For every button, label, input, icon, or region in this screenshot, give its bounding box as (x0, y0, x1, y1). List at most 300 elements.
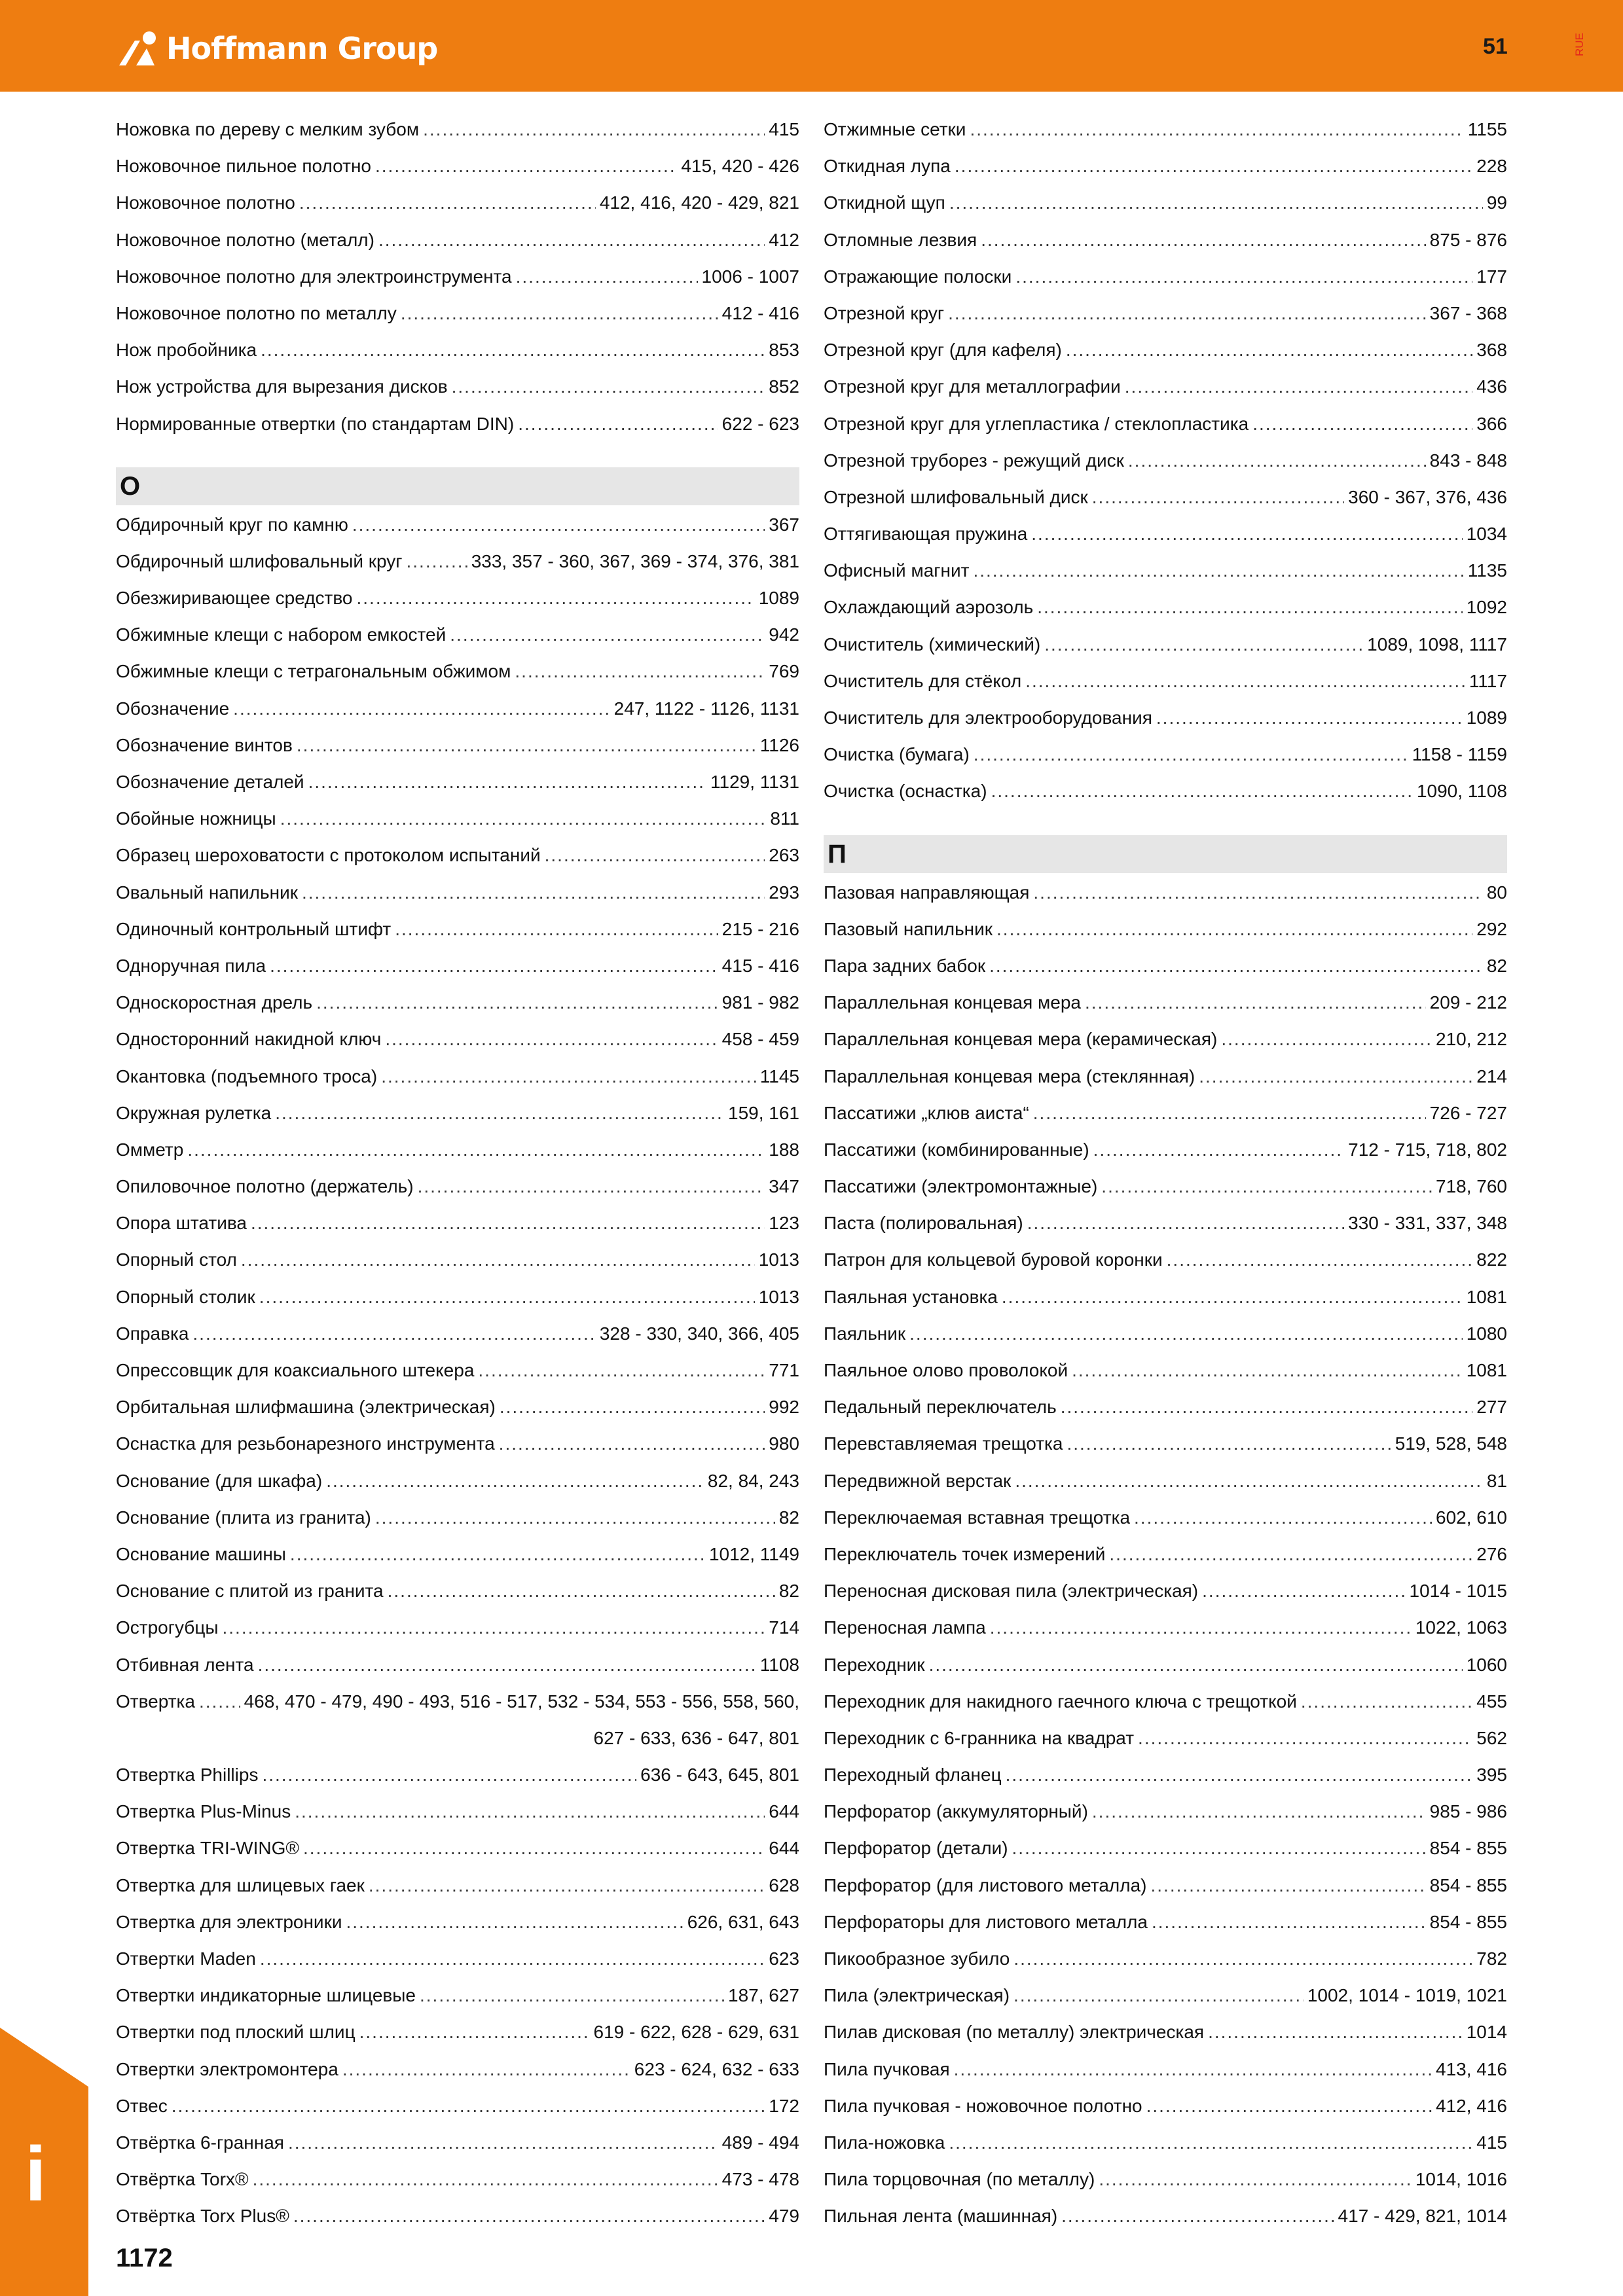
entry-pages: 980 (769, 1433, 799, 1454)
dot-leader (308, 764, 706, 800)
dot-leader (401, 295, 718, 332)
entry-pages: 330 - 331, 337, 348 (1348, 1213, 1507, 1234)
entry-term: Опиловочное полотно (держатель) (116, 1176, 414, 1197)
index-entry (824, 222, 1507, 259)
entry-term: Окружная рулетка (116, 1102, 272, 1123)
dot-leader (929, 1647, 1463, 1683)
index-entry (824, 984, 1507, 1021)
entry-pages: 458 - 459 (721, 1029, 799, 1050)
entry-term: Отжимные сетки (824, 119, 966, 139)
entry-term: Переходник для накидного гаечного ключа с трещоткой (824, 1691, 1297, 1712)
entry-pages: 395 (1476, 1765, 1507, 1785)
dot-leader (948, 295, 1426, 332)
index-entry (824, 259, 1507, 295)
entry-term: Перфораторы для листового металла (824, 1911, 1148, 1932)
index-entry (116, 691, 799, 727)
index-entry (824, 1977, 1507, 2014)
entry-term: Овальный напильник (116, 882, 298, 903)
dot-leader (970, 111, 1463, 148)
index-entry (824, 1647, 1507, 1683)
entry-pages: 1080 (1466, 1323, 1507, 1344)
entry-pages: 718, 760 (1436, 1176, 1507, 1197)
entry-pages: 328 - 330, 340, 366, 405 (599, 1323, 799, 1344)
hoffmann-logo-icon (117, 29, 160, 68)
dot-leader (241, 1242, 755, 1278)
entry-term: Очистка (бумага) (824, 744, 970, 765)
dot-leader (369, 1867, 765, 1904)
entry-term: Пара задних бабок (824, 955, 986, 976)
entry-pages: 412, 416 (1436, 2095, 1507, 2116)
dot-leader (172, 2088, 765, 2125)
index-entry (116, 1426, 799, 1462)
entry-term: Основание (для шкафа) (116, 1470, 323, 1491)
dot-leader (1015, 1463, 1483, 1499)
index-entry (824, 295, 1507, 332)
entry-term: Обозначение (116, 698, 230, 719)
entry-term: Оснастка для резьбонарезного инструмента (116, 1433, 495, 1454)
index-entry (824, 2125, 1507, 2161)
entry-term: Обозначение винтов (116, 734, 293, 755)
entry-term: Нормированные отвертки (по стандартам DIN) (116, 413, 515, 434)
entry-term: Односторонний накидной ключ (116, 1029, 382, 1050)
entry-pages: 628 (769, 1874, 799, 1895)
index-entry (116, 1647, 799, 1683)
entry-term: Пила пучковая - ножовочное полотно (824, 2095, 1142, 2116)
dot-leader (1085, 984, 1426, 1021)
entry-term: Ножовочное полотно для электроинструмента (116, 266, 512, 287)
index-entry (824, 736, 1507, 773)
dot-leader (233, 691, 610, 727)
entry-term: Отвертки под плоский шлиц (116, 2022, 356, 2043)
entry-pages: 1092 (1466, 597, 1507, 618)
entry-term: Отвёртка 6-гранная (116, 2132, 284, 2153)
index-entry (824, 663, 1507, 700)
index-entry (824, 1757, 1507, 1793)
dot-leader (258, 1647, 756, 1683)
index-entry (824, 406, 1507, 442)
index-entry (824, 1316, 1507, 1352)
entry-pages: 875 - 876 (1429, 229, 1507, 250)
dot-leader (1202, 1573, 1405, 1609)
entry-pages: 811 (770, 808, 799, 829)
dot-leader (981, 222, 1425, 259)
index-entry (116, 1573, 799, 1609)
index-entry (116, 1352, 799, 1389)
entry-pages: 623 (769, 1948, 799, 1969)
entry-pages: 1158 - 1159 (1412, 744, 1507, 765)
entry-term: Очистка (оснастка) (824, 781, 987, 802)
index-entry (116, 2125, 799, 2161)
entry-pages: 214 (1476, 1066, 1507, 1086)
entry-pages: 1155 (1467, 119, 1507, 139)
dot-leader (1301, 1683, 1472, 1720)
index-entry (116, 764, 799, 800)
entry-pages: 209 - 212 (1429, 992, 1507, 1013)
index-entry (824, 1352, 1507, 1389)
entry-term: Переходный фланец (824, 1765, 1002, 1785)
entry-pages: 1060 (1466, 1654, 1507, 1675)
entry-term: Отломные лезвия (824, 229, 977, 250)
index-entry (116, 1242, 799, 1278)
entry-pages: 188 (769, 1139, 799, 1160)
entry-term: Обезжиривающее средство (116, 588, 353, 609)
entry-pages: 82 (778, 1581, 799, 1602)
dot-leader (500, 1389, 765, 1426)
entry-term: Отрезной круг (824, 302, 945, 323)
dot-leader (949, 185, 1483, 221)
index-column-left (116, 111, 799, 2235)
entry-pages: 985 - 986 (1429, 1801, 1507, 1822)
entry-term: Отвертки индикаторные шлицевые (116, 1985, 416, 2006)
index-entry (116, 1793, 799, 1830)
index-entry (116, 800, 799, 837)
index-entry (824, 1941, 1507, 1977)
index-entry (824, 185, 1507, 221)
index-entry (116, 543, 799, 580)
entry-pages: 413, 416 (1436, 2058, 1507, 2079)
index-entry (824, 442, 1507, 479)
dot-leader (478, 1352, 765, 1389)
dot-leader (302, 874, 765, 911)
entry-list (116, 111, 799, 442)
entry-term: Переносная лампа (824, 1617, 986, 1638)
entry-term: Откидная лупа (824, 156, 951, 177)
dot-leader (187, 1132, 765, 1168)
entry-pages: 263 (769, 845, 799, 866)
entry-pages: 210, 212 (1436, 1029, 1507, 1050)
dot-leader (1061, 1389, 1473, 1426)
index-entry (824, 1499, 1507, 1536)
entry-term: Переносная дисковая пила (электрическая) (824, 1581, 1199, 1602)
entry-pages: 726 - 727 (1429, 1102, 1507, 1123)
entry-term: Отвёртка Torx Plus® (116, 2206, 289, 2227)
entry-pages: 177 (1476, 266, 1507, 287)
entry-pages: 215 - 216 (721, 918, 799, 939)
entry-term: Ножовочное полотно (116, 192, 295, 213)
dot-leader (1061, 2198, 1334, 2234)
dot-leader (222, 1609, 765, 1646)
entry-term: Обжимные клещи с тетрагональным обжимом (116, 661, 511, 682)
dot-leader (1033, 1095, 1426, 1132)
entry-pages: 992 (769, 1397, 799, 1418)
dot-leader (259, 1279, 755, 1316)
dot-leader (1012, 1830, 1426, 1867)
entry-term: Обозначение деталей (116, 772, 304, 792)
entry-pages: 1022, 1063 (1415, 1617, 1507, 1638)
entry-pages: 852 (769, 376, 799, 397)
index-entry (116, 580, 799, 617)
entry-term: Отвертка Plus-Minus (116, 1801, 291, 1822)
entry-pages: 489 - 494 (721, 2132, 799, 2153)
entry-term: Отвёртка Torx® (116, 2169, 249, 2190)
entry-pages: 644 (769, 1838, 799, 1859)
dot-leader (955, 148, 1472, 185)
entry-term: Односкоростная дрель (116, 992, 313, 1013)
dot-leader (395, 911, 718, 948)
entry-pages: 519, 528, 548 (1395, 1433, 1507, 1454)
entry-pages: 1089, 1098, 1117 (1367, 634, 1507, 655)
dot-leader (1025, 663, 1465, 700)
dot-leader (342, 2051, 630, 2088)
entry-term: Пазовая направляющая (824, 882, 1030, 903)
entry-pages: 417 - 429, 821, 1014 (1338, 2206, 1507, 2227)
entry-pages: 623 - 624, 632 - 633 (634, 2058, 799, 2079)
dot-leader (346, 1904, 683, 1941)
entry-list (116, 507, 799, 2235)
entry-pages: 843 - 848 (1429, 450, 1507, 471)
dot-leader (299, 185, 596, 221)
entry-term: Отвертка TRI-WING® (116, 1838, 299, 1859)
index-entry (116, 259, 799, 295)
index-entry (824, 2051, 1507, 2088)
dot-leader (996, 911, 1472, 948)
dot-leader (1027, 1205, 1344, 1242)
entry-pages: 415, 420 - 426 (681, 156, 799, 177)
entry-pages: 347 (769, 1176, 799, 1197)
entry-term: Передвижной верстак (824, 1470, 1012, 1491)
index-entry (824, 2014, 1507, 2051)
entry-pages: 854 - 855 (1429, 1911, 1507, 1932)
dot-leader (290, 1536, 705, 1573)
entry-term: Патрон для кольцевой буровой коронки (824, 1249, 1163, 1270)
index-entry (116, 2088, 799, 2125)
dot-leader (1128, 442, 1426, 479)
dot-leader (375, 1499, 775, 1536)
entry-pages: 822 (1476, 1249, 1507, 1270)
dot-leader (1099, 2161, 1412, 2198)
entry-term: Основание (плита из гранита) (116, 1507, 371, 1528)
index-entry (824, 1168, 1507, 1205)
dot-leader (974, 736, 1408, 773)
index-entry (116, 148, 799, 185)
dot-leader (1199, 1058, 1472, 1095)
dot-leader (388, 1573, 775, 1609)
index-entry (824, 552, 1507, 589)
entry-term: Перевставляемая трещотка (824, 1433, 1063, 1454)
entry-term: Переключаемая вставная трещотка (824, 1507, 1131, 1528)
index-entry (824, 1683, 1507, 1720)
entry-term: Обойные ножницы (116, 808, 276, 829)
dot-leader (1092, 1793, 1426, 1830)
entry-pages: 1081 (1466, 1286, 1507, 1307)
section-letter-o: О (116, 467, 799, 505)
entry-term: Ножовочное пильное полотно (116, 156, 371, 177)
entry-pages: 562 (1476, 1727, 1507, 1748)
entry-term: Переходник с 6-гранника на квадрат (824, 1727, 1135, 1748)
entry-term: Отражающие полоски (824, 266, 1012, 287)
entry-term: Отрезной шлифовальный диск (824, 486, 1088, 507)
entry-pages: 367 - 368 (1429, 302, 1507, 323)
entry-term: Пассатижи (электромонтажные) (824, 1176, 1098, 1197)
entry-pages: 99 (1486, 192, 1507, 213)
index-entry (116, 2051, 799, 2088)
index-entry (824, 1609, 1507, 1646)
index-entry (116, 185, 799, 221)
index-entry (116, 1609, 799, 1646)
entry-term: Пассатижи (комбинированные) (824, 1139, 1089, 1160)
entry-term: Основание машины (116, 1543, 286, 1564)
entry-pages: 81 (1486, 1470, 1507, 1491)
index-entry (824, 1279, 1507, 1316)
entry-pages: 436 (1476, 376, 1507, 397)
dot-leader (288, 2125, 718, 2161)
entry-term: Одиночный контрольный штифт (116, 918, 392, 939)
entry-term: Пассатижи „клюв аиста“ (824, 1102, 1029, 1123)
entry-term: Отвертка Phillips (116, 1765, 259, 1785)
entry-term: Пильная лента (машинная) (824, 2206, 1058, 2227)
entry-pages: 619 - 622, 628 - 629, 631 (593, 2022, 799, 2043)
index-entry (824, 148, 1507, 185)
entry-pages: 1002, 1014 - 1019, 1021 (1307, 1985, 1507, 2006)
entry-pages: 644 (769, 1801, 799, 1822)
index-entry (824, 626, 1507, 663)
dot-leader (1156, 700, 1463, 736)
index-entry (824, 1021, 1507, 1058)
index-entry (824, 1536, 1507, 1573)
entry-pages: 1126 (759, 734, 799, 755)
index-entry (824, 1242, 1507, 1278)
entry-pages: 293 (769, 882, 799, 903)
dot-leader (280, 800, 767, 837)
entry-pages: 1014 - 1015 (1409, 1581, 1507, 1602)
index-entry (116, 295, 799, 332)
entry-pages: 1006 - 1007 (701, 266, 799, 287)
dot-leader (450, 617, 765, 653)
dot-leader (251, 1205, 765, 1242)
index-entry (824, 589, 1507, 626)
index-entry (116, 1830, 799, 1867)
index-entry (824, 516, 1507, 552)
dot-leader (297, 727, 756, 764)
dot-leader (261, 332, 765, 368)
entry-pages: 712 - 715, 718, 802 (1348, 1139, 1507, 1160)
index-entry (116, 1168, 799, 1205)
entry-term: Параллельная концевая мера (стеклянная) (824, 1066, 1195, 1086)
dot-leader (303, 1830, 765, 1867)
dot-leader (295, 1793, 765, 1830)
section-letter-p: П (824, 835, 1507, 873)
entry-list (824, 111, 1507, 810)
entry-term: Отбивная лента (116, 1654, 254, 1675)
index-entry (116, 1977, 799, 2014)
entry-term: Очиститель для стёкол (824, 670, 1022, 691)
entry-pages: 1081 (1466, 1360, 1507, 1380)
entry-term: Опрессовщик для коаксиального штекера (116, 1360, 475, 1380)
dot-leader (452, 368, 765, 405)
index-entry (116, 1389, 799, 1426)
dot-leader (1037, 589, 1462, 626)
entry-pages: 123 (769, 1213, 799, 1234)
dot-leader (1092, 479, 1344, 516)
entry-term: Пазовый напильник (824, 918, 993, 939)
dot-leader (1101, 1168, 1432, 1205)
index-entry (116, 1536, 799, 1573)
entry-pages: 276 (1476, 1543, 1507, 1564)
index-entry (116, 1463, 799, 1499)
entry-pages: 942 (769, 624, 799, 645)
entry-pages: 468, 470 - 479, 490 - 493, 516 - 517, 532 - 534, 553 - 556, 558, 560, (244, 1691, 799, 1712)
index-entry (116, 948, 799, 984)
entry-pages: 412 (769, 229, 799, 250)
dot-leader (270, 948, 718, 984)
dot-leader (1152, 1904, 1426, 1941)
index-entry (116, 837, 799, 874)
index-entry (116, 368, 799, 405)
page-number-top: 51 (1483, 34, 1508, 59)
entry-term: Офисный магнит (824, 560, 970, 581)
entry-term: Ножовочное полотно по металлу (116, 302, 397, 323)
entry-term: Ножовочное полотно (металл) (116, 229, 374, 250)
index-entry (824, 773, 1507, 810)
dot-leader (515, 653, 765, 690)
entry-term: Перфоратор (для листового металла) (824, 1874, 1147, 1895)
entry-term: Отвес (116, 2095, 168, 2116)
index-entry (824, 2088, 1507, 2125)
index-entry (824, 1095, 1507, 1132)
index-entry (116, 727, 799, 764)
index-entry (824, 1830, 1507, 1867)
index-entry (824, 911, 1507, 948)
dot-leader (381, 1058, 756, 1095)
dot-leader (949, 2125, 1472, 2161)
entry-term: Ножовка по дереву с мелким зубом (116, 119, 420, 139)
entry-term: Параллельная концевая мера (824, 992, 1081, 1013)
dot-leader (293, 2198, 765, 2234)
entry-term: Пикообразное зубило (824, 1948, 1010, 1969)
brand-logo[interactable] (117, 29, 437, 68)
entry-pages: 771 (769, 1360, 799, 1380)
entry-pages: 714 (769, 1617, 799, 1638)
index-entry (116, 1757, 799, 1793)
entry-pages: 80 (1486, 882, 1507, 903)
dot-leader (954, 2051, 1432, 2088)
entry-term: Одноручная пила (116, 955, 266, 976)
dot-leader (1125, 368, 1473, 405)
entry-term: Отвертка (116, 1691, 195, 1712)
entry-pages: 187, 627 (728, 1985, 799, 2006)
entry-term: Обжимные клещи с набором емкостей (116, 624, 447, 645)
entry-pages: 1013 (758, 1249, 799, 1270)
index-entry (116, 111, 799, 148)
entry-pages: 292 (1476, 918, 1507, 939)
dot-leader (1221, 1021, 1432, 1058)
entry-pages: 854 - 855 (1429, 1874, 1507, 1895)
entry-term: Обдирочный круг по камню (116, 514, 348, 535)
entry-term: Образец шероховатости с протоколом испытаний (116, 845, 541, 866)
entry-term: Паяльник (824, 1323, 906, 1344)
entry-pages: 455 (1476, 1691, 1507, 1712)
dot-leader (1208, 2014, 1463, 2051)
entry-term: Охлаждающий аэрозоль (824, 597, 1034, 618)
dot-leader (407, 543, 467, 580)
entry-term: Оправка (116, 1323, 189, 1344)
entry-term: Опора штатива (116, 1213, 247, 1234)
index-entry (116, 332, 799, 368)
dot-leader (192, 1316, 595, 1352)
index-entry (116, 1683, 799, 1720)
entry-pages: 412, 416, 420 - 429, 821 (599, 192, 799, 213)
entry-pages: 82 (778, 1507, 799, 1528)
entry-term: Оттягивающая пружина (824, 524, 1028, 545)
index-entry (116, 874, 799, 911)
page-number-bottom: 1172 (116, 2244, 173, 2272)
dot-leader (352, 507, 765, 543)
entry-term: Отвертка для электроники (116, 1911, 342, 1932)
entry-pages: 626, 631, 643 (687, 1911, 799, 1932)
entry-term: Пилав дисковая (по металлу) электрическая (824, 2022, 1205, 2043)
index-entry (116, 617, 799, 653)
index-entry (824, 1205, 1507, 1242)
